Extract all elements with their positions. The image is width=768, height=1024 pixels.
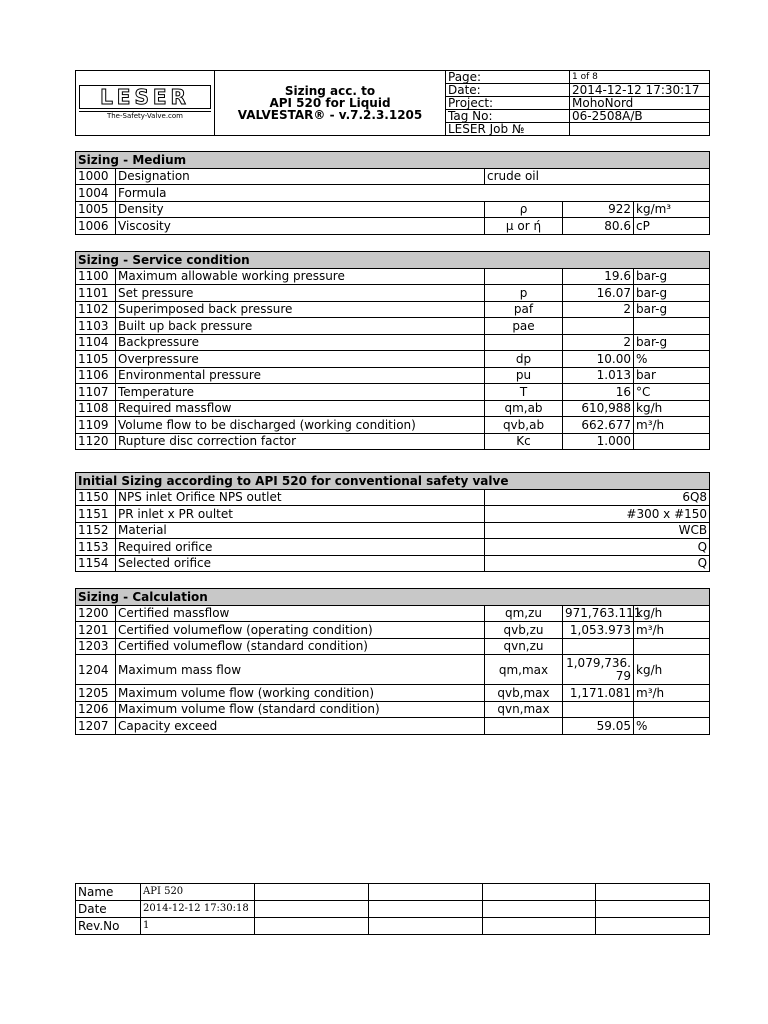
table-row: [76, 417, 710, 434]
row-unit: [634, 433, 710, 450]
row-symbol: dp: [485, 351, 563, 368]
info-value-tag: 06-2508A/B: [570, 110, 710, 123]
row-number: 1207: [76, 718, 116, 735]
footer-empty-cell: [483, 884, 596, 901]
footer-label: Date: [76, 901, 141, 918]
report-title: [215, 71, 446, 136]
row-unit: %: [634, 351, 710, 368]
table-row: [76, 400, 710, 417]
row-number: 1203: [76, 638, 116, 655]
row-label: Certified volumeflow (standard condition): [116, 638, 485, 655]
leser-logo: [79, 85, 211, 121]
row-value: Q: [485, 539, 710, 556]
row-value: [563, 318, 634, 335]
table-row: [76, 506, 710, 523]
row-symbol: qvb,zu: [485, 622, 563, 639]
row-value: 6Q8: [485, 489, 710, 506]
row-value: #300 x #150: [485, 506, 710, 523]
row-unit: bar-g: [634, 285, 710, 302]
row-symbol: ρ: [485, 201, 563, 218]
row-symbol: paf: [485, 301, 563, 318]
table-row: [76, 685, 710, 702]
row-value: 1.013: [563, 367, 634, 384]
row-number: 1150: [76, 489, 116, 506]
row-value: 662.677: [563, 417, 634, 434]
row-symbol: qm,max: [485, 655, 563, 685]
row-number: 1000: [76, 168, 116, 185]
row-number: 1120: [76, 433, 116, 450]
footer-empty-cell: [596, 901, 710, 918]
row-value: 1.000: [563, 433, 634, 450]
row-symbol: qvb,ab: [485, 417, 563, 434]
row-value: 1,053.973: [563, 622, 634, 639]
row-unit: kg/h: [634, 400, 710, 417]
row-unit: m³/h: [634, 417, 710, 434]
logo-cell: [76, 71, 215, 136]
row-number: 1106: [76, 367, 116, 384]
row-value: 971,763.111: [563, 605, 634, 622]
table-row: [76, 218, 710, 235]
row-symbol: pae: [485, 318, 563, 335]
row-number: 1205: [76, 685, 116, 702]
table-row: [76, 622, 710, 639]
footer-empty-cell: [483, 901, 596, 918]
table-row: [76, 285, 710, 302]
row-symbol: qvn,zu: [485, 638, 563, 655]
footer-empty-cell: [369, 901, 483, 918]
row-value: 80.6: [563, 218, 634, 235]
footer-label: Rev.No: [76, 918, 141, 935]
table-row: [76, 334, 710, 351]
row-number: 1006: [76, 218, 116, 235]
row-symbol: pu: [485, 367, 563, 384]
row-label: Designation: [116, 168, 485, 185]
row-label: Certified massflow: [116, 605, 485, 622]
row-unit: cP: [634, 218, 710, 235]
title-line-2: API 520 for Liquid: [269, 96, 391, 110]
table-row: [76, 433, 710, 450]
row-number: 1153: [76, 539, 116, 556]
service-section-title: Sizing - Service condition: [76, 252, 710, 269]
row-label: Set pressure: [116, 285, 485, 302]
footer-empty-cell: [255, 918, 369, 935]
row-symbol: qm,ab: [485, 400, 563, 417]
info-label-tag: Tag No:: [446, 110, 570, 123]
row-symbol: [485, 334, 563, 351]
row-label: Overpressure: [116, 351, 485, 368]
row-label: Required massflow: [116, 400, 485, 417]
footer-row: [76, 884, 710, 901]
row-label: Certified volumeflow (operating condition): [116, 622, 485, 639]
footer-table: [75, 883, 710, 935]
row-unit: m³/h: [634, 685, 710, 702]
row-label: Temperature: [116, 384, 485, 401]
initial-section-title: Initial Sizing according to API 520 for conventional safety valve: [76, 473, 710, 490]
row-unit: kg/h: [634, 655, 710, 685]
medium-section-title: Sizing - Medium: [76, 152, 710, 169]
row-value: WCB: [485, 522, 710, 539]
footer-empty-cell: [596, 918, 710, 935]
initial-sizing-table: [75, 472, 710, 572]
row-value: [563, 638, 634, 655]
table-row: [76, 201, 710, 218]
calculation-section-title: Sizing - Calculation: [76, 589, 710, 606]
footer-empty-cell: [255, 884, 369, 901]
table-row: [76, 367, 710, 384]
row-label: NPS inlet Orifice NPS outlet: [116, 489, 485, 506]
row-unit: bar-g: [634, 268, 710, 285]
row-value: 59.05: [563, 718, 634, 735]
row-label: Selected orifice: [116, 555, 485, 572]
row-label: Built up back pressure: [116, 318, 485, 335]
row-value: 2: [563, 334, 634, 351]
footer-value: 1: [141, 918, 255, 935]
table-row: [76, 301, 710, 318]
footer-empty-cell: [483, 918, 596, 935]
title-line-3: VALVESTAR® - v.7.2.3.1205: [237, 108, 423, 122]
row-symbol: qm,zu: [485, 605, 563, 622]
row-label: Viscosity: [116, 218, 485, 235]
table-row: [76, 351, 710, 368]
row-label: Maximum volume flow (standard condition): [116, 701, 485, 718]
row-value: 610,988: [563, 400, 634, 417]
row-symbol: [485, 268, 563, 285]
row-value: crude oil: [485, 168, 710, 185]
logo-tagline: The-Safety-Valve.com: [79, 111, 211, 121]
row-unit: bar-g: [634, 301, 710, 318]
report-header: [75, 70, 710, 136]
row-unit: m³/h: [634, 622, 710, 639]
info-value-page: 1 of 8: [570, 71, 710, 84]
footer-empty-cell: [369, 884, 483, 901]
row-value: [563, 701, 634, 718]
row-label: Formula: [116, 185, 710, 202]
row-number: 1104: [76, 334, 116, 351]
title-line-1: Sizing acc. to: [284, 84, 376, 98]
row-symbol: qvn,max: [485, 701, 563, 718]
table-row: [76, 185, 710, 202]
table-row: [76, 318, 710, 335]
info-value-job: [570, 123, 710, 136]
row-unit: bar: [634, 367, 710, 384]
footer-value: 2014-12-12 17:30:18: [141, 901, 255, 918]
table-row: [76, 522, 710, 539]
row-number: 1103: [76, 318, 116, 335]
table-row: [76, 701, 710, 718]
row-symbol: T: [485, 384, 563, 401]
row-unit: °C: [634, 384, 710, 401]
table-row: [76, 638, 710, 655]
row-unit: [634, 638, 710, 655]
table-row: [76, 384, 710, 401]
row-value: 16: [563, 384, 634, 401]
row-value: 10.00: [563, 351, 634, 368]
row-value: 1,171.081: [563, 685, 634, 702]
row-unit: kg/m³: [634, 201, 710, 218]
info-label-job: LESER Job №: [446, 123, 570, 136]
row-value: 2: [563, 301, 634, 318]
footer-row: [76, 918, 710, 935]
footer-empty-cell: [596, 884, 710, 901]
table-row: [76, 268, 710, 285]
row-number: 1204: [76, 655, 116, 685]
row-number: 1101: [76, 285, 116, 302]
service-condition-table: [75, 251, 710, 450]
row-unit: %: [634, 718, 710, 735]
row-value: Q: [485, 555, 710, 572]
row-number: 1200: [76, 605, 116, 622]
row-label: Volume flow to be discharged (working condition): [116, 417, 485, 434]
row-symbol: Kc: [485, 433, 563, 450]
table-row: [76, 655, 710, 685]
table-row: [76, 555, 710, 572]
calculation-table: [75, 588, 710, 735]
row-label: Superimposed back pressure: [116, 301, 485, 318]
row-label: Backpressure: [116, 334, 485, 351]
info-label-page: Page:: [446, 71, 570, 84]
row-label: Maximum allowable working pressure: [116, 268, 485, 285]
info-label-project: Project:: [446, 97, 570, 110]
table-row: [76, 605, 710, 622]
row-symbol: [485, 718, 563, 735]
footer-row: [76, 901, 710, 918]
row-number: 1206: [76, 701, 116, 718]
row-number: 1004: [76, 185, 116, 202]
row-unit: [634, 318, 710, 335]
row-symbol: p: [485, 285, 563, 302]
row-number: 1154: [76, 555, 116, 572]
row-number: 1005: [76, 201, 116, 218]
row-label: Environmental pressure: [116, 367, 485, 384]
row-value: 922: [563, 201, 634, 218]
row-label: Maximum mass flow: [116, 655, 485, 685]
logo-wordmark: LESER: [79, 85, 211, 109]
info-value-project: MohoNord: [570, 97, 710, 110]
row-number: 1102: [76, 301, 116, 318]
row-label: Required orifice: [116, 539, 485, 556]
row-label: PR inlet x PR oultet: [116, 506, 485, 523]
row-number: 1151: [76, 506, 116, 523]
row-unit: bar-g: [634, 334, 710, 351]
info-label-date: Date:: [446, 84, 570, 97]
row-number: 1109: [76, 417, 116, 434]
row-symbol: qvb,max: [485, 685, 563, 702]
row-number: 1107: [76, 384, 116, 401]
row-symbol: μ or ή: [485, 218, 563, 235]
table-row: [76, 489, 710, 506]
footer-empty-cell: [255, 901, 369, 918]
row-value: 1,079,736.79: [563, 655, 634, 685]
row-value: 16.07: [563, 285, 634, 302]
row-number: 1105: [76, 351, 116, 368]
row-number: 1152: [76, 522, 116, 539]
row-unit: [634, 701, 710, 718]
footer-empty-cell: [369, 918, 483, 935]
row-label: Capacity exceed: [116, 718, 485, 735]
row-label: Rupture disc correction factor: [116, 433, 485, 450]
row-number: 1201: [76, 622, 116, 639]
row-unit: kg/h: [634, 605, 710, 622]
table-row: [76, 718, 710, 735]
row-label: Maximum volume flow (working condition): [116, 685, 485, 702]
footer-label: Name: [76, 884, 141, 901]
row-label: Density: [116, 201, 485, 218]
row-label: Material: [116, 522, 485, 539]
table-row: [76, 539, 710, 556]
medium-table: [75, 151, 710, 235]
info-value-date: 2014-12-12 17:30:17: [570, 84, 710, 97]
row-number: 1100: [76, 268, 116, 285]
table-row: [76, 168, 710, 185]
row-value: 19.6: [563, 268, 634, 285]
row-number: 1108: [76, 400, 116, 417]
footer-value: API 520: [141, 884, 255, 901]
